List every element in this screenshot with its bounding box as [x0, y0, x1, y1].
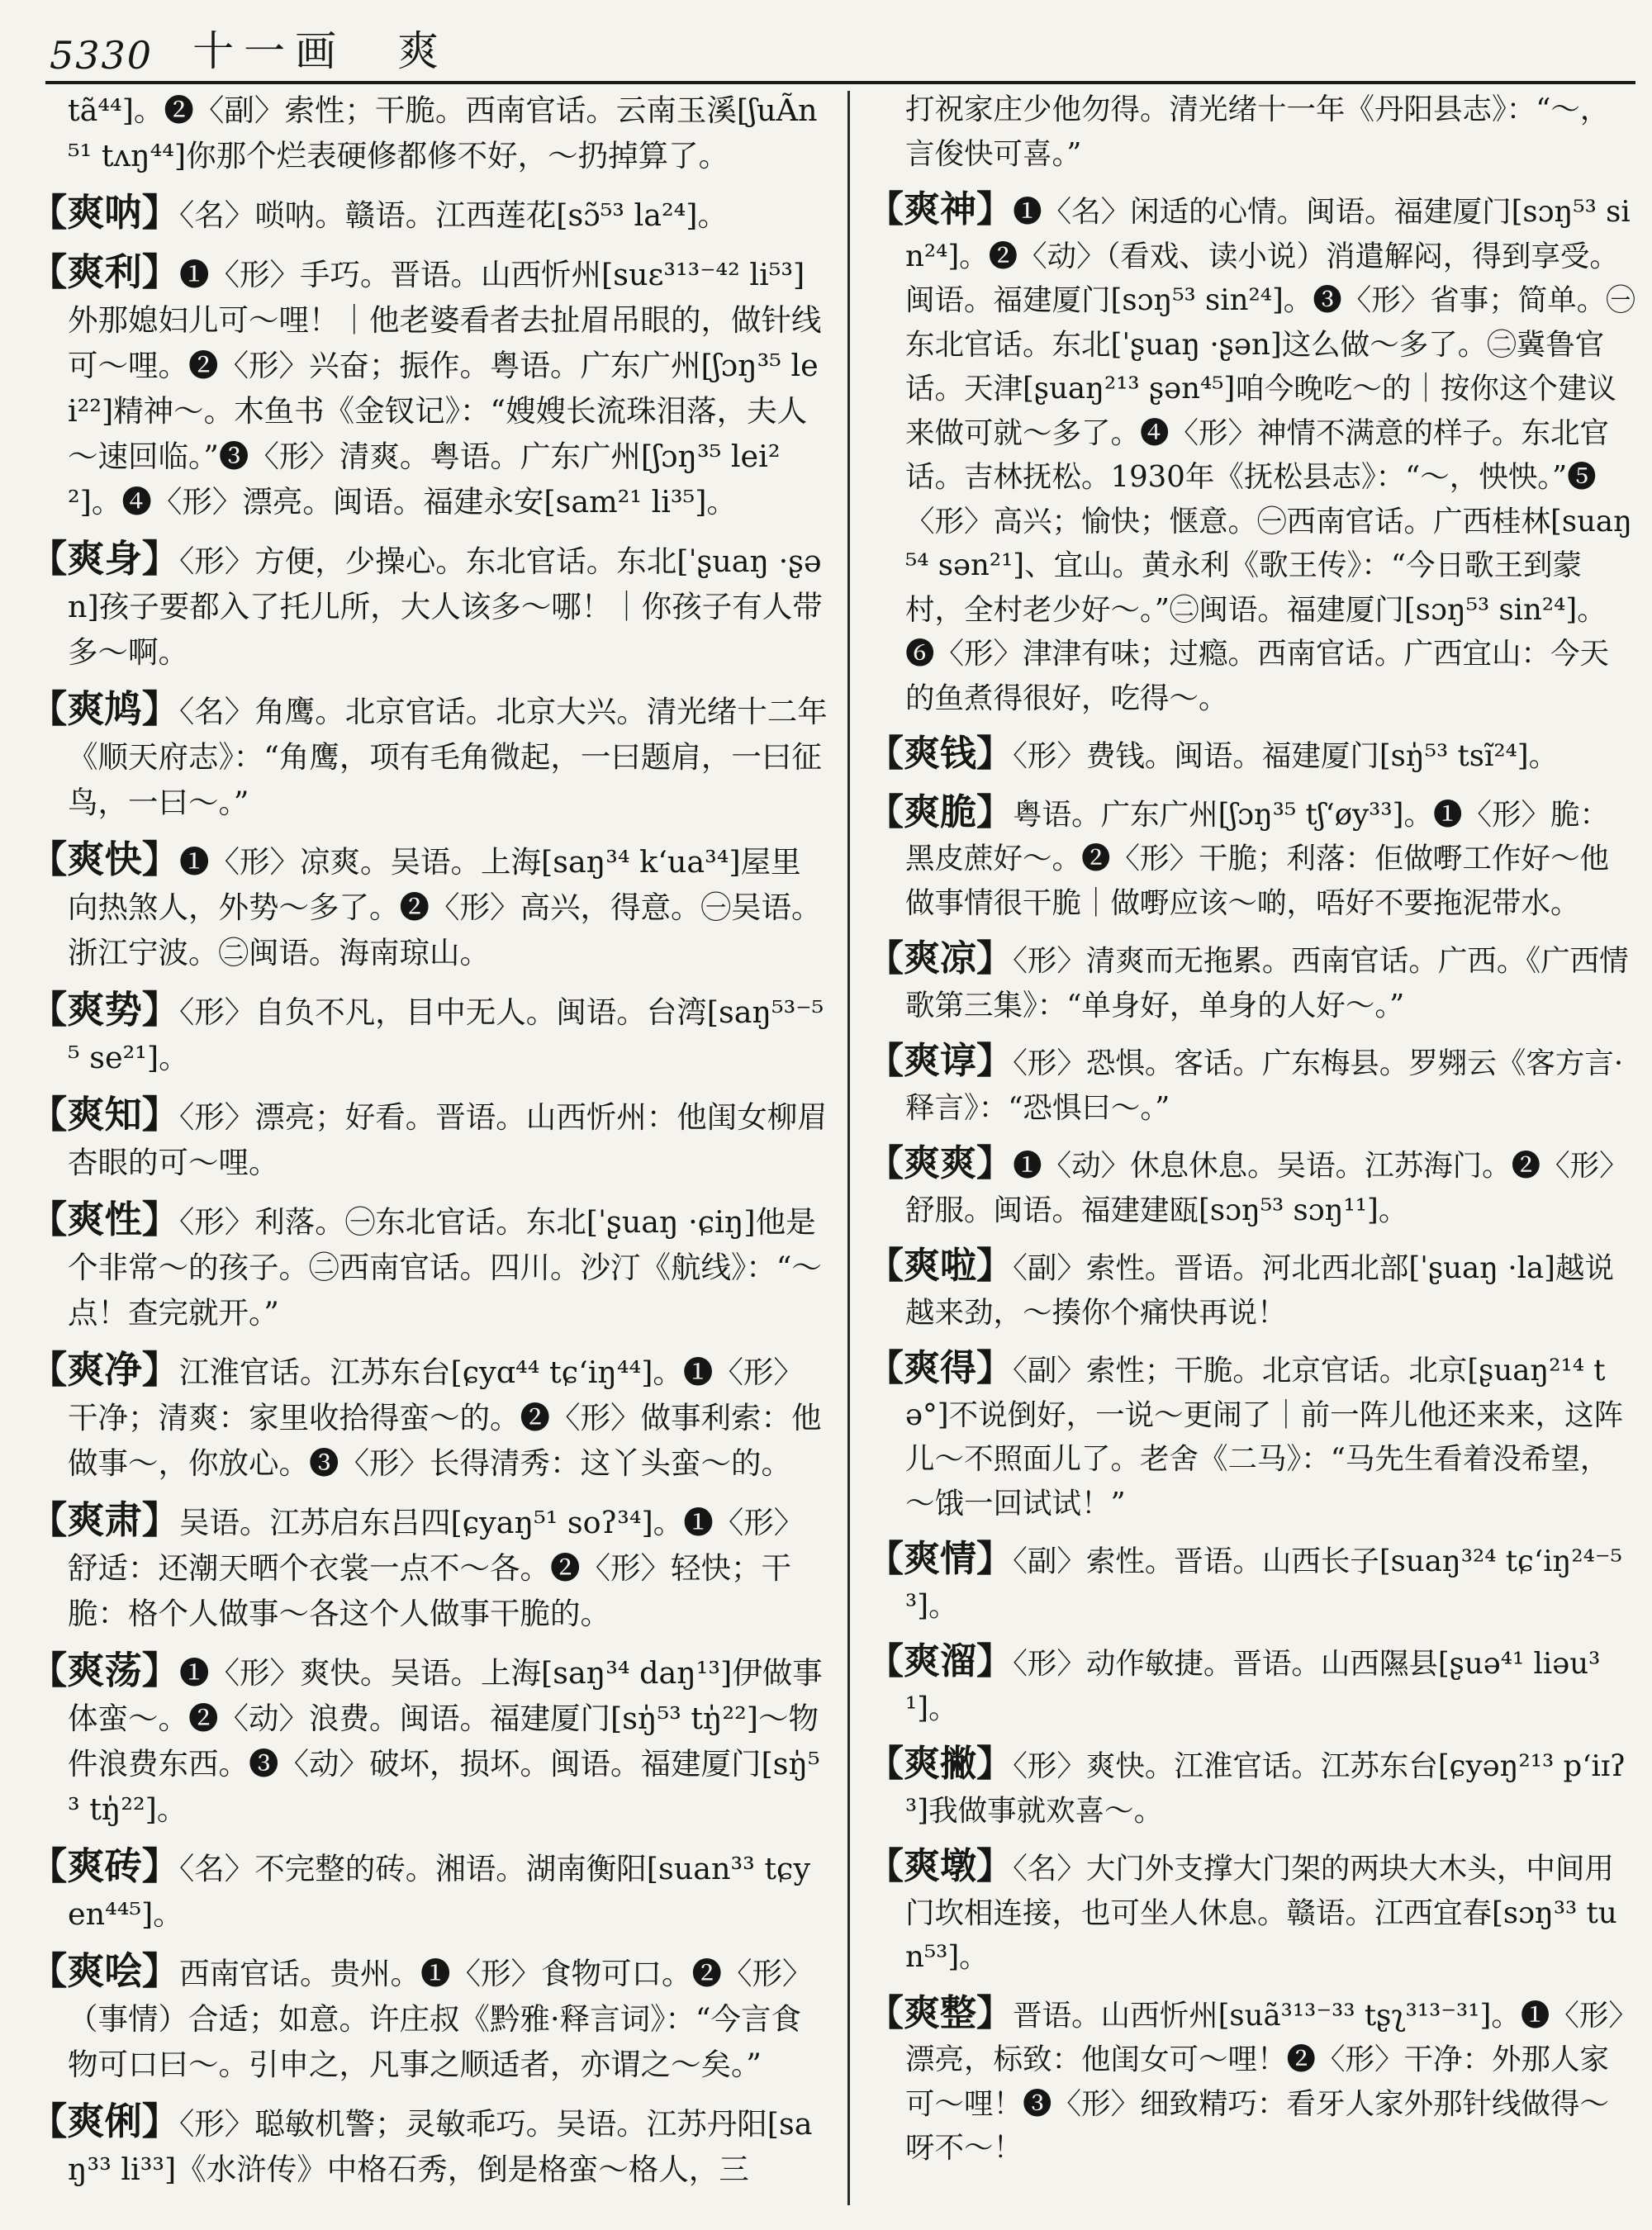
entry-headword: 【爽神】	[867, 188, 1014, 230]
entry-body: ❶〈名〉闲适的心情。闽语。福建厦门[sɔŋ⁵³ sin²⁴]。❷〈动〉（看戏、读小说）消遣解闷，得到享受。闽语。福建厦门[sɔŋ⁵³ sin²⁴]。❸〈形〉省事；简单。㊀东北官话。东北[ˈʂuaŋ ·ʂən]这么做～多了。㊁冀鲁官话。天津[ʂuaŋ²¹³ ʂən⁴⁵]咱今晚吃～的｜按你这个建议来做可就～多了。❹〈形〉神情不满意的样子。东北官话。吉林抚松。1930年《抚松县志》：“～，怏怏。”❺〈形〉高兴；愉快；惬意。㊀西南官话。广西桂林[suaŋ⁵⁴ sən²¹]、宜山。黄永利《歌王传》：“今日歌王到蒙村，全村老少好～。”㊁闽语。福建厦门[sɔŋ⁵³ sin²⁴]。❻〈形〉津津有味；过瘾。西南官话。广西宜山：今天的鱼煮得很好，吃得～。	[905, 195, 1635, 715]
page-number: 5330	[50, 33, 154, 78]
entry-headword: 【爽啦】	[867, 1245, 1014, 1287]
entry-headword: 【爽利】	[30, 250, 179, 294]
entry-body: 〈名〉不完整的砖。湘语。湖南衡阳[suan³³ tɕyen⁴⁴⁵]。	[68, 1851, 811, 1932]
dictionary-entry	[30, 837, 828, 975]
entry-headword: 【爽身】	[30, 537, 179, 581]
entry-headword: 【爽得】	[867, 1347, 1014, 1389]
entry-body: 〈形〉费钱。闽语。福建厦门[sŋ̍⁵³ tsĩ²⁴]。	[1013, 739, 1559, 773]
entry-body: ❶〈动〉休息休息。吴语。江苏海门。❷〈形〉舒服。闽语。福建建瓯[sɔŋ⁵³ sɔŋ¹¹]。	[905, 1149, 1629, 1227]
entry-headword: 【爽知】	[30, 1093, 179, 1136]
dictionary-entry	[867, 1639, 1635, 1730]
entry-body: 〈形〉漂亮；好看。晋语。山西忻州：他闺女柳眉杏眼的可～哩。	[68, 1099, 828, 1180]
dictionary-entry	[30, 536, 828, 675]
dictionary-entry	[867, 1537, 1635, 1628]
entry-headword: 【爽鸠】	[30, 687, 179, 731]
entry-headword: 【爽谆】	[867, 1040, 1014, 1082]
dictionary-entry	[30, 1092, 828, 1185]
column-divider	[847, 91, 850, 2205]
dictionary-entry	[30, 1497, 828, 1636]
entry-body: 〈形〉方便，少操心。东北官话。东北[ˈʂuaŋ ·ʂən]孩子要都入了托儿所，大人该多～哪！｜你孩子有人带多～啊。	[68, 543, 823, 670]
entry-headword: 【爽净】	[30, 1348, 179, 1392]
entry-body: ❶〈形〉手巧。晋语。山西忻州[suɛ³¹³⁻⁴² li⁵³]外那媳妇儿可～哩！｜他老婆看者去扯眉吊眼的，做针线可～哩。❷〈形〉兴奋；振作。粤语。广东广州[ʃɔŋ³⁵ lei²²]精神～。木鱼书《金钗记》：“嫂嫂长流珠泪落，夫人～速回临。”❸〈形〉清爽。粤语。广东广州[ʃɔŋ³⁵ lei²²]。❹〈形〉漂亮。闽语。福建永安[sam²¹ li³⁵]。	[68, 257, 822, 520]
dictionary-entry	[867, 790, 1635, 926]
left-column	[30, 88, 828, 2204]
entry-body: 〈副〉索性；干脆。北京官话。北京[ʂuaŋ²¹⁴ tə°]不说倒好，一说～更闹了｜前一阵儿他还来来，这阵儿～不照面儿了。老舍《二马》：“马先生看着没希望，～饿一回试试！”	[905, 1354, 1624, 1521]
entry-body: 〈副〉索性。晋语。山西长子[suaŋ³²⁴ tɕʻiŋ²⁴⁻⁵³]。	[905, 1544, 1622, 1623]
dictionary-entry	[30, 88, 828, 178]
entry-body: 〈名〉唢呐。赣语。江西莲花[sɔ̃⁵³ la²⁴]。	[179, 197, 728, 233]
entry-body: 〈副〉索性。晋语。河北西北部[ˈʂuaŋ ·la]越说越来劲，～揍你个痛快再说！	[905, 1251, 1614, 1330]
dictionary-entry	[30, 1197, 828, 1336]
entry-headword: 【爽荡】	[30, 1649, 179, 1692]
dictionary-entry	[867, 1039, 1635, 1130]
dictionary-entry	[867, 88, 1635, 176]
entry-headword: 【爽哙】	[30, 1949, 179, 1993]
entry-headword: 【爽撇】	[867, 1743, 1014, 1785]
entry-headword: 【爽整】	[867, 1991, 1014, 2034]
entry-body: 〈形〉恐惧。客话。广东梅县。罗翙云《客方言·释言》：“恐惧曰～。”	[905, 1046, 1624, 1125]
entry-headword: 【爽情】	[867, 1538, 1014, 1580]
entry-body: 吴语。江苏启东吕四[ɕyaŋ⁵¹ soʔ³⁴]。❶〈形〉舒适：还潮天晒个衣裳一点不～各。❷〈形〉轻快；干脆：格个人做事～各这个人做事干脆的。	[68, 1505, 805, 1631]
entry-headword: 【爽俐】	[30, 2100, 179, 2143]
dictionary-entry	[867, 1844, 1635, 1980]
entry-body: 西南官话。贵州。❶〈形〉食物可口。❷〈形〉（事情）合适；如意。许庄叔《黔雅·释言词》：“今言食物可口曰～。引申之，凡事之顺适者，亦谓之～矣。”	[68, 1956, 813, 2082]
dictionary-entry	[30, 1843, 828, 1937]
dictionary-entry	[30, 1347, 828, 1486]
dictionary-entry	[867, 937, 1635, 1027]
entry-headword: 【爽砖】	[30, 1844, 179, 1888]
entry-headword: 【爽溜】	[867, 1640, 1014, 1682]
entry-body: 粤语。广东广州[ʃɔŋ³⁵ tʃʻøy³³]。❶〈形〉脆：黑皮蔗好～。❷〈形〉干脆；利落：佢做嘢工作好～他做事情很干脆｜做嘢应该～啲，唔好不要拖泥带水。	[905, 797, 1610, 920]
entry-body: 〈名〉大门外支撑大门架的两块大木头，中间用门坎相连接，也可坐人休息。赣语。江西宜春[sɔŋ³³ tun⁵³]。	[905, 1852, 1617, 1974]
dictionary-entry	[30, 2099, 828, 2192]
entry-body: 〈形〉爽快。江淮官话。江苏东台[ɕyəŋ²¹³ pʻiɪʔ³]我做事就欢喜～。	[905, 1749, 1626, 1828]
entry-headword: 【爽墩】	[867, 1845, 1014, 1887]
dictionary-entry	[30, 249, 828, 524]
page-header	[50, 20, 1635, 78]
entry-headword: 【爽钱】	[867, 733, 1014, 775]
dictionary-entry	[30, 1948, 828, 2087]
entry-body: 〈形〉聪敏机警；灵敏乖巧。吴语。江苏丹阳[saŋ³³ li³³]《水浒传》中格石秀，倒是格蛮～格人，三	[68, 2106, 813, 2187]
dictionary-entry	[867, 1991, 1635, 2171]
dictionary-entry	[867, 732, 1635, 779]
dictionary-entry	[867, 1346, 1635, 1525]
entry-body: 〈形〉自负不凡，目中无人。闽语。台湾[saŋ⁵³⁻⁵⁵ se²¹]。	[68, 994, 824, 1075]
entry-headword: 【爽爽】	[867, 1142, 1014, 1184]
dictionary-entry	[30, 686, 828, 825]
right-column	[867, 88, 1635, 2182]
dictionary-entry	[30, 1648, 828, 1832]
entry-body: 打祝家庄少他勿得。清光绪十一年《丹阳县志》：“～，言俊快可喜。”	[905, 93, 1610, 171]
entry-body: ❶〈形〉爽快。吴语。上海[saŋ³⁴ daŋ¹³]伊做事体蛮～。❷〈动〉浪费。闽语。福建厦门[sŋ̍⁵³ tŋ̍²²]～物件浪费东西。❸〈动〉破坏，损坏。闽语。福建厦门[sŋ̍⁵³ tŋ̍²²]。	[68, 1655, 823, 1827]
entry-body: 〈形〉动作敏捷。晋语。山西隰县[ʂuə⁴¹ liəu³¹]。	[905, 1647, 1601, 1725]
page-heading: 十一画 爽	[192, 27, 449, 75]
dictionary-entry	[867, 1742, 1635, 1833]
entry-body: 晋语。山西忻州[suã³¹³⁻³³ tʂʅ³¹³⁻³¹]。❶〈形〉漂亮，标致：他闺女可～哩！❷〈形〉干净：外那人家可～哩！❸〈形〉细致精巧：看牙人家外那针线做得～呀不～！	[905, 1998, 1624, 2165]
entry-headword: 【爽脆】	[867, 790, 1014, 833]
dictionary-entry	[30, 190, 828, 238]
header-rule	[45, 81, 1635, 84]
entry-body: 〈名〉角鹰。北京官话。北京大兴。清光绪十二年《顺天府志》：“角鹰，项有毛角微起，一曰题肩，一曰征鸟，一曰～。”	[68, 694, 828, 820]
entry-headword: 【爽势】	[30, 988, 179, 1032]
entry-body: 〈形〉清爽而无拖累。西南官话。广西。《广西情歌第三集》：“单身好，单身的人好～。”	[905, 944, 1629, 1022]
entry-body: 〈形〉利落。㊀东北官话。东北[ˈʂuaŋ ·ɕiŋ]他是个非常～的孩子。㊁西南官话。四川。沙汀《航线》：“～点！查完就开。”	[68, 1204, 822, 1331]
entry-body: 江淮官话。江苏东台[ɕyɑ⁴⁴ tɕʻiŋ⁴⁴]。❶〈形〉干净；清爽：家里收拾得蛮～的。❷〈形〉做事利索：他做事～，你放心。❸〈形〉长得清秀：这丫头蛮～的。	[68, 1355, 822, 1481]
entry-body: tã⁴⁴]。❷〈副〉索性；干脆。西南官话。云南玉溪[ʃuÃn⁵¹ tʌŋ⁴⁴]你那个烂表硬修都修不好，～扔掉算了。	[68, 93, 818, 173]
entry-headword: 【爽肃】	[30, 1498, 179, 1542]
entry-headword: 【爽快】	[30, 837, 179, 881]
entry-body: ❶〈形〉凉爽。吴语。上海[saŋ³⁴ kʻua³⁴]屋里向热煞人，外势～多了。❷〈形〉高兴，得意。㊀吴语。浙江宁波。㊁闽语。海南琼山。	[68, 844, 822, 970]
dictionary-entry	[867, 187, 1635, 720]
dictionary-entry	[867, 1141, 1635, 1232]
entry-headword: 【爽性】	[30, 1198, 179, 1241]
dictionary-entry	[30, 987, 828, 1080]
dictionary-entry	[867, 1244, 1635, 1335]
entry-headword: 【爽呐】	[30, 191, 179, 235]
entry-headword: 【爽凉】	[867, 937, 1014, 980]
